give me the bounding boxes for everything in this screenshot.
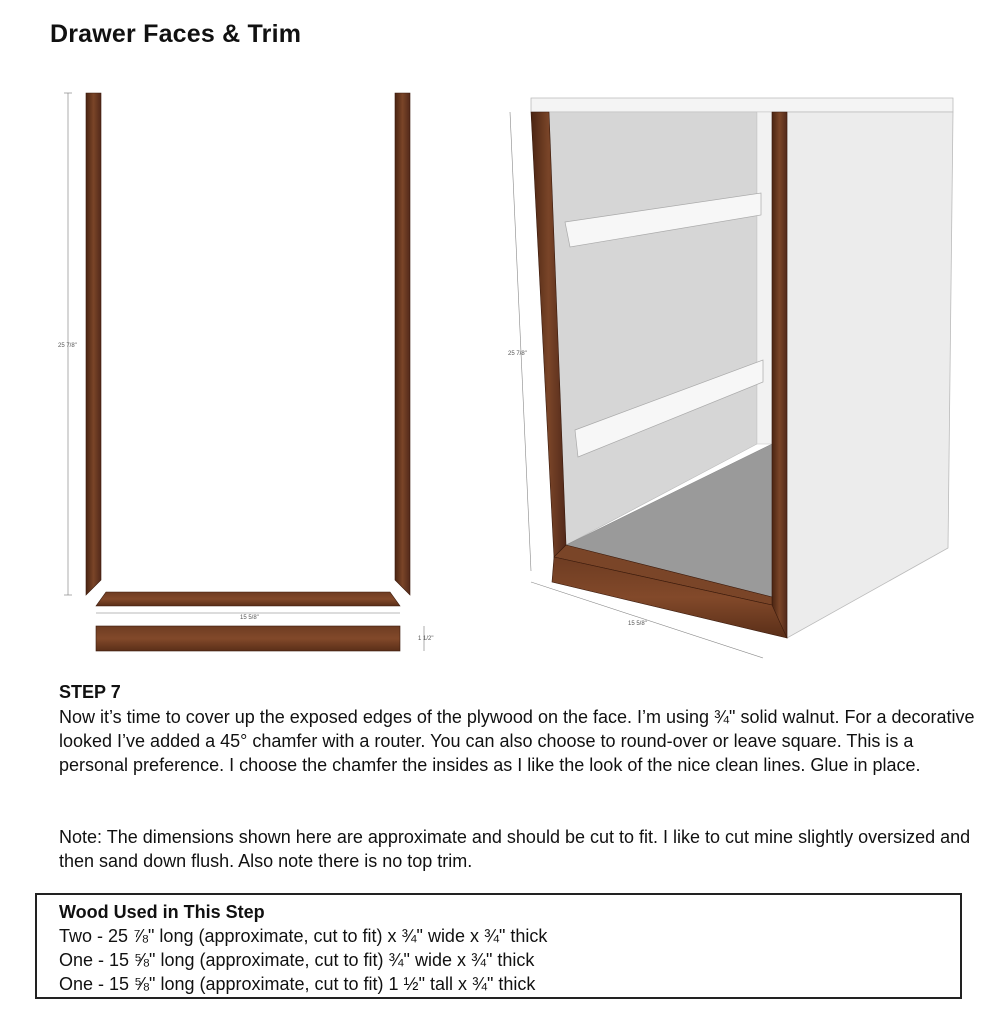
left-trim-pieces bbox=[58, 93, 433, 651]
cabinet-interior-divider bbox=[757, 112, 772, 444]
cabinet-height-line bbox=[510, 112, 531, 571]
cabinet-height-label: 25 7/8" bbox=[508, 351, 527, 357]
wood-used-box bbox=[35, 893, 962, 999]
cabinet-right-trim bbox=[772, 112, 787, 638]
wood-used-line: One - 15 ⅝" long (approximate, cut to fit) 1 ½" tall x ¾" thick bbox=[59, 974, 536, 994]
left-side-trim bbox=[86, 93, 101, 595]
cabinet-width-label: 15 5/8" bbox=[628, 621, 647, 627]
wood-used-line: One - 15 ⅝" long (approximate, cut to fit) ¾" wide x ¾" thick bbox=[59, 950, 535, 970]
step-paragraph-instructions: Now it’s time to cover up the exposed edges of the plywood on the face. I’m using ¾" solid walnut. For a decorative looked I’ve added a 45° chamfer with a router. You can also choose to round-over or leave square. This is a personal preference. I choose the chamfer the insides as I like the look of the nice clean lines. Glue in place. bbox=[59, 707, 975, 775]
side-length-label: 25 7/8" bbox=[58, 343, 77, 349]
cabinet-top bbox=[531, 98, 953, 112]
step-heading: STEP 7 bbox=[59, 682, 121, 702]
step-paragraph-note: Note: The dimensions shown here are approximate and should be cut to fit. I like to cut mine slightly oversized and then sand down flush. Also note there is no top trim. bbox=[59, 827, 971, 871]
bottom-base-board bbox=[96, 626, 400, 651]
bottom-length-label: 15 5/8" bbox=[240, 615, 259, 621]
bottom-height-label: 1 1/2" bbox=[418, 636, 434, 642]
page-title: Drawer Faces & Trim bbox=[50, 20, 302, 48]
wood-used-title: Wood Used in This Step bbox=[59, 902, 265, 922]
bottom-chamfer-trim bbox=[96, 592, 400, 606]
cabinet-right-side bbox=[787, 112, 953, 638]
wood-used-line: Two - 25 ⅞" long (approximate, cut to fit) x ¾" wide x ¾" thick bbox=[59, 926, 548, 946]
right-side-trim bbox=[395, 93, 410, 595]
cabinet-assembly bbox=[508, 98, 953, 658]
